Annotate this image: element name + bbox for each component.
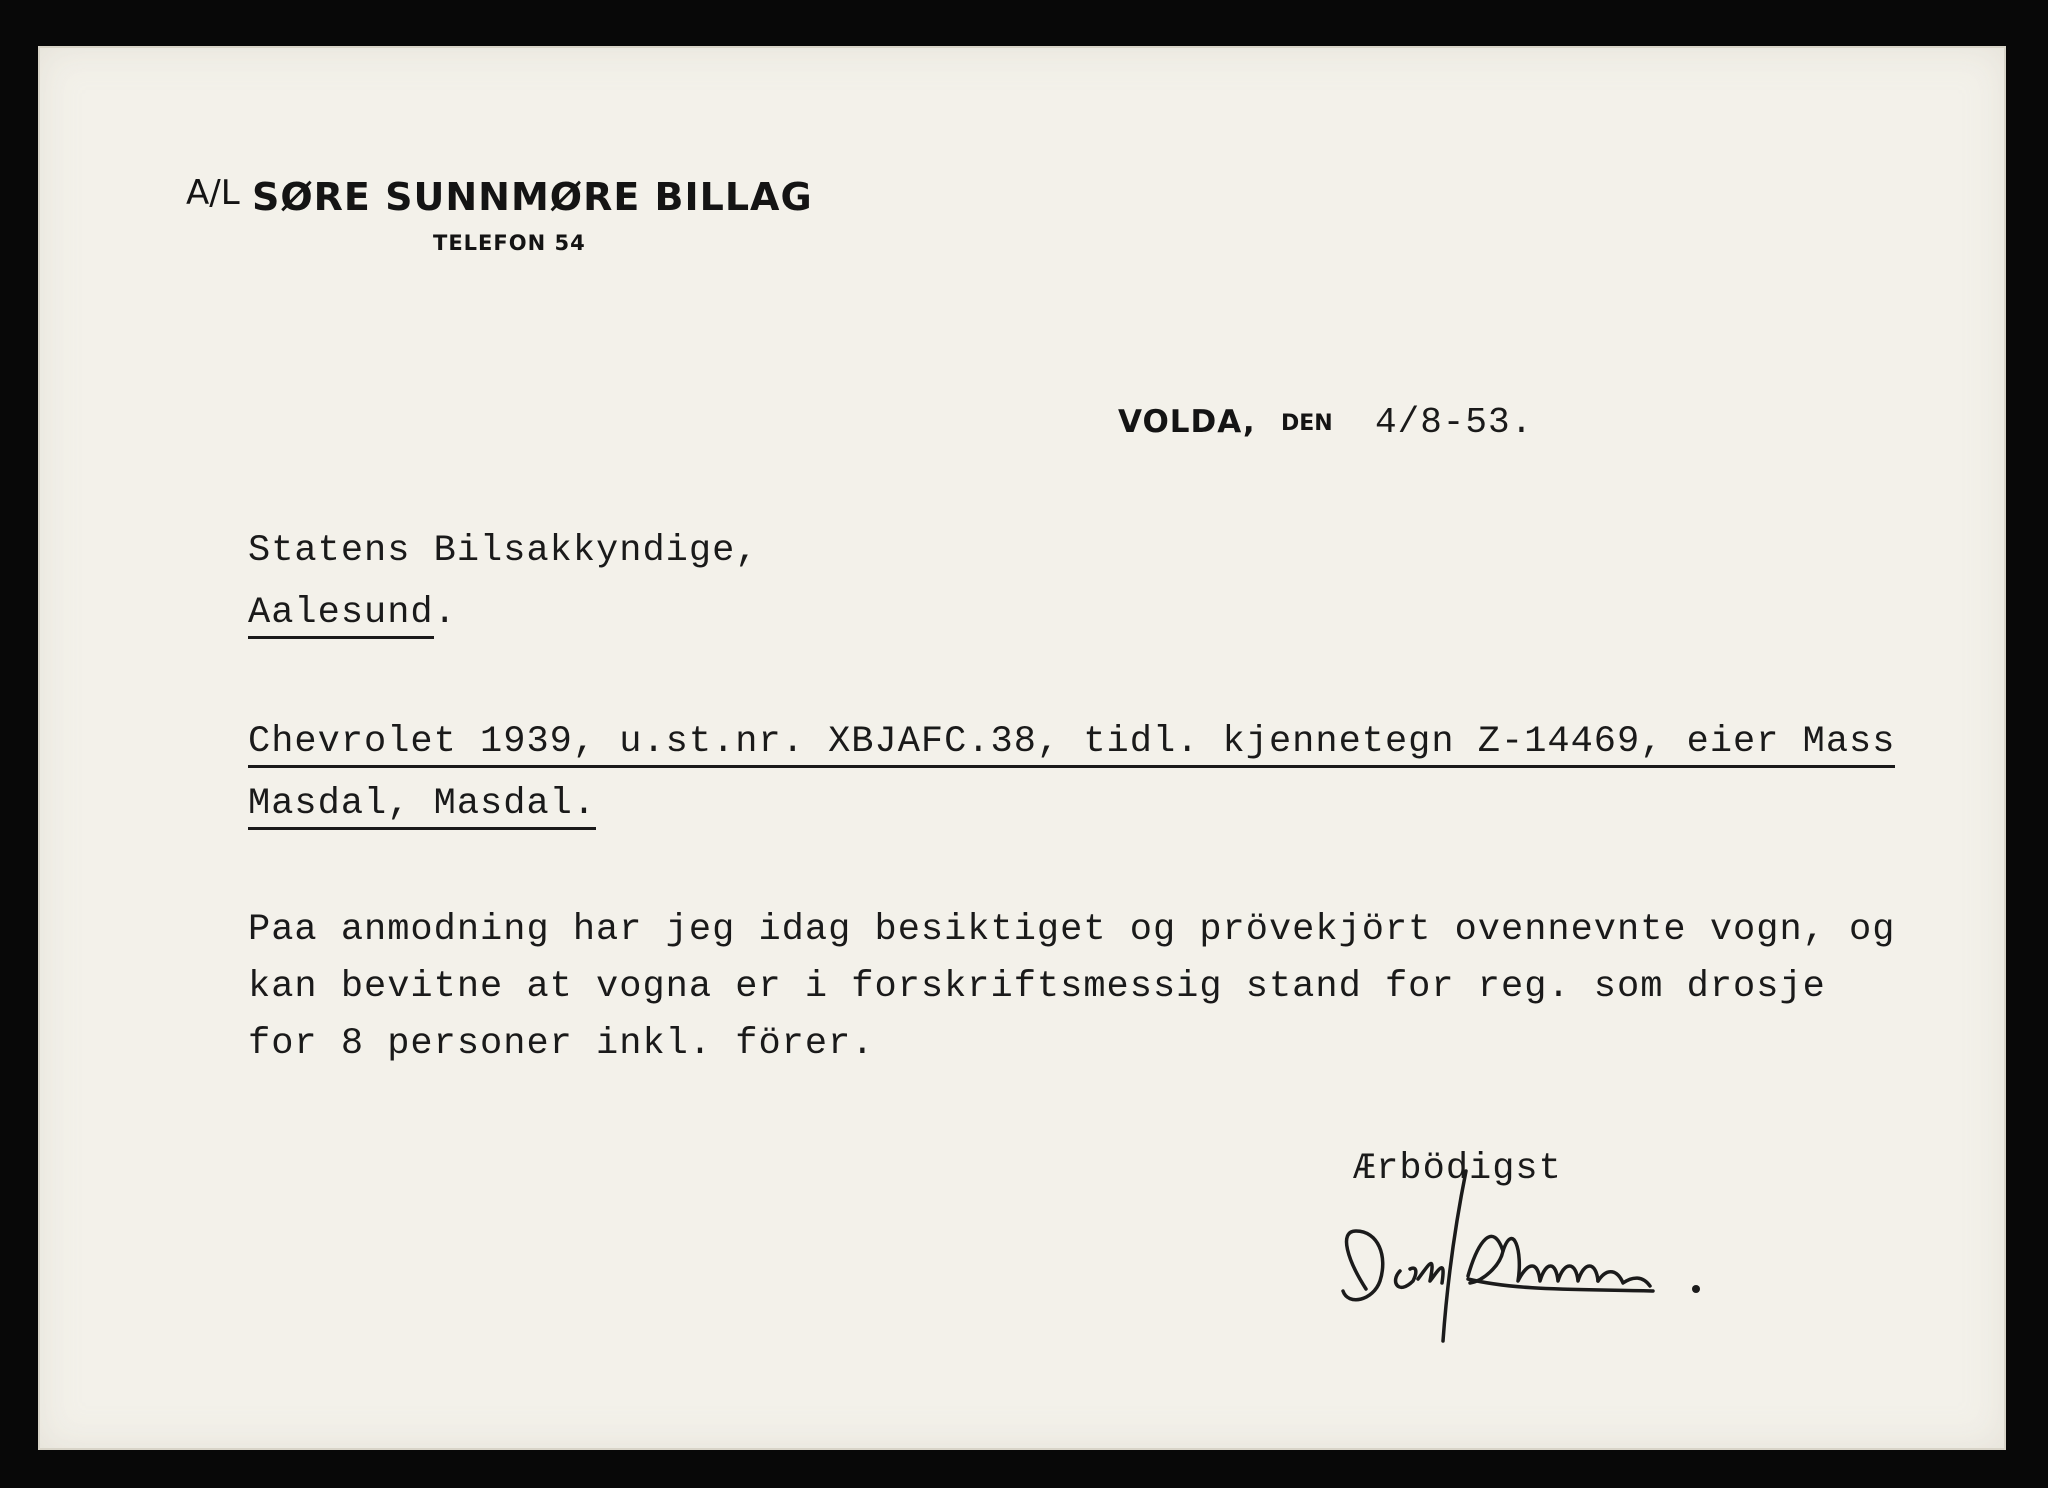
company-name: SØRE SUNNMØRE BILLAG bbox=[252, 175, 813, 219]
body-line-1: Paa anmodning har jeg idag besiktiget og prövekjört ovennevnte vogn, og bbox=[248, 909, 1896, 951]
dateline-date: 4/8-53. bbox=[1375, 402, 1534, 443]
subject-text-2: Masdal, Masdal. bbox=[248, 783, 596, 830]
telephone-line: TELEFON 54 bbox=[433, 231, 586, 255]
handwritten-signature bbox=[1318, 1131, 1738, 1361]
letter-page bbox=[38, 46, 2006, 1450]
subject-line-1 bbox=[248, 721, 1895, 763]
dateline-city: VOLDA, bbox=[1118, 404, 1256, 440]
recipient-suffix: . bbox=[433, 592, 457, 634]
recipient-line-2 bbox=[248, 592, 457, 634]
subject-line-2 bbox=[248, 783, 596, 825]
body-line-2: kan bevitne at vogna er i forskriftsmessig stand for reg. som drosje bbox=[248, 966, 1826, 1008]
dateline-den: DEN bbox=[1281, 411, 1333, 436]
company-prefix: A/L bbox=[186, 173, 240, 213]
body-line-3: for 8 personer inkl. förer. bbox=[248, 1023, 875, 1065]
closing-salutation: Ærbödigst bbox=[1353, 1148, 1562, 1190]
subject-text-1: Chevrolet 1939, u.st.nr. XBJAFC.38, tidl. kjennetegn Z-14469, eier Mass bbox=[248, 721, 1895, 768]
recipient-city: Aalesund bbox=[248, 592, 434, 639]
recipient-line-1: Statens Bilsakkyndige, bbox=[248, 530, 759, 572]
